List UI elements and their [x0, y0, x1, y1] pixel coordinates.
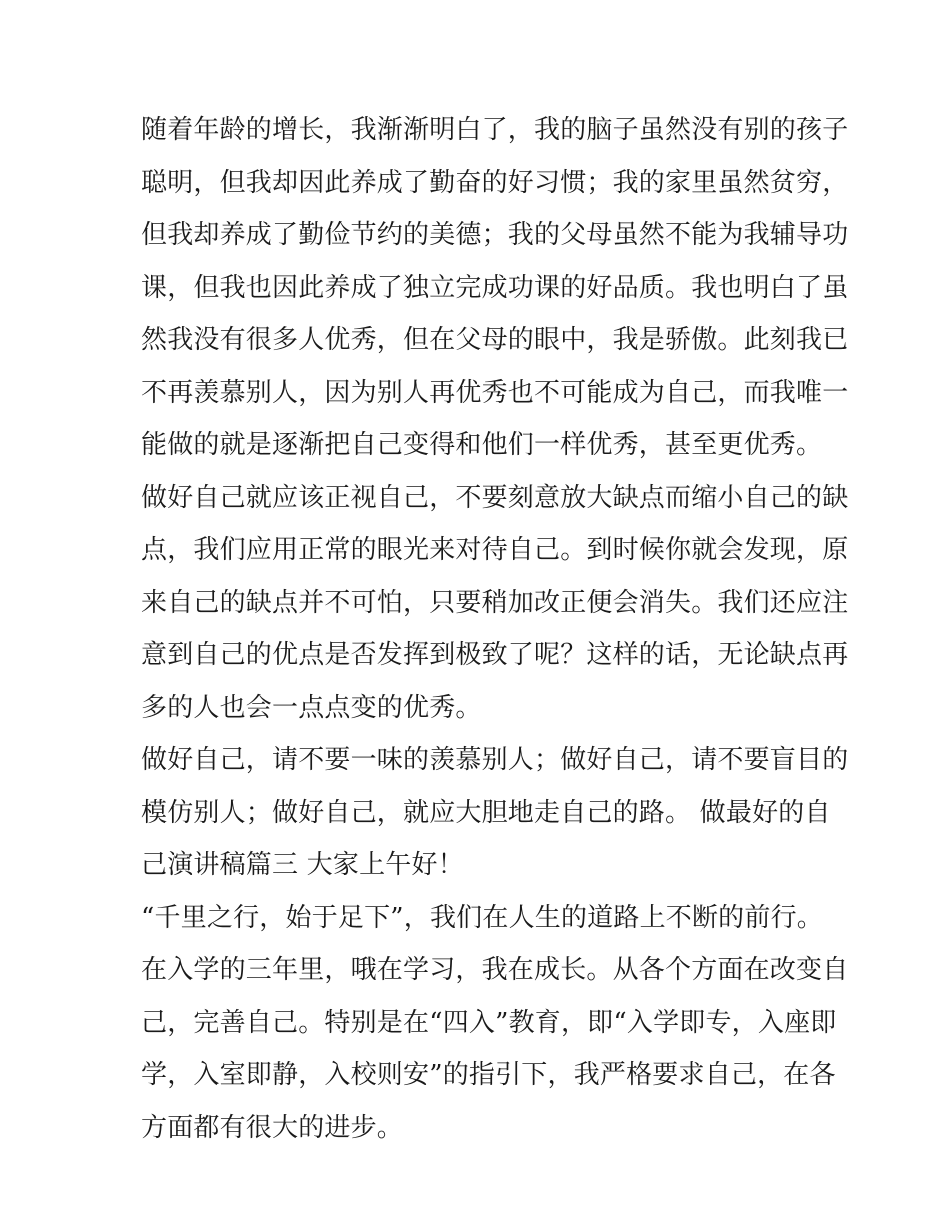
text-line: 意到自己的优点是否发挥到极致了呢？这样的话，无论缺点再	[141, 640, 849, 670]
text-line: 学，入室即静，入校则安”的指引下，我严格要求自己，在各	[141, 1060, 836, 1090]
text-line: 做好自己就应该正视自己，不要刻意放大缺点而缩小自己的缺	[141, 482, 849, 513]
text-line: 在入学的三年里，哦在学习，我在成长。从各个方面在改变自	[141, 955, 849, 985]
text-line: 多的人也会一点点变的优秀。	[141, 692, 482, 723]
text-line: 不再羡慕别人，因为别人再优秀也不可能成为自己，而我唯一	[141, 377, 849, 408]
text-line: 能做的就是逐渐把自己变得和他们一样优秀，甚至更优秀。	[141, 430, 823, 460]
text-line: 来自己的缺点并不可怕，只要稍加改正便会消失。我们还应注	[141, 587, 849, 618]
text-line: 随着年龄的增长，我渐渐明白了，我的脑子虽然没有别的孩子	[141, 115, 849, 145]
text-line: 聪明，但我却因此养成了勤奋的好习惯；我的家里虽然贫穷，	[141, 167, 849, 198]
text-line: 方面都有很大的进步。	[141, 1112, 404, 1143]
text-line: 然我没有很多人优秀，但在父母的眼中，我是骄傲。此刻我已	[141, 325, 849, 355]
text-line: 己演讲稿篇三 大家上午好！	[141, 850, 464, 880]
text-line: “千里之行，始于足下”，我们在人生的道路上不断的前行。	[141, 902, 823, 933]
text-line: 做好自己，请不要一味的羡慕别人；做好自己，请不要盲目的	[141, 745, 849, 775]
text-line: 模仿别人；做好自己，就应大胆地走自己的路。 做最好的自	[141, 797, 831, 828]
text-line: 点，我们应用正常的眼光来对待自己。到时候你就会发现，原	[141, 535, 849, 565]
text-line: 课，但我也因此养成了独立完成功课的好品质。我也明白了虽	[141, 272, 849, 303]
text-line: 但我却养成了勤俭节约的美德；我的父母虽然不能为我辅导功	[141, 220, 849, 250]
text-line: 己，完善自己。特别是在“四入”教育，即“入学即专，入座即	[141, 1007, 837, 1038]
body-text	[141, 104, 849, 1154]
